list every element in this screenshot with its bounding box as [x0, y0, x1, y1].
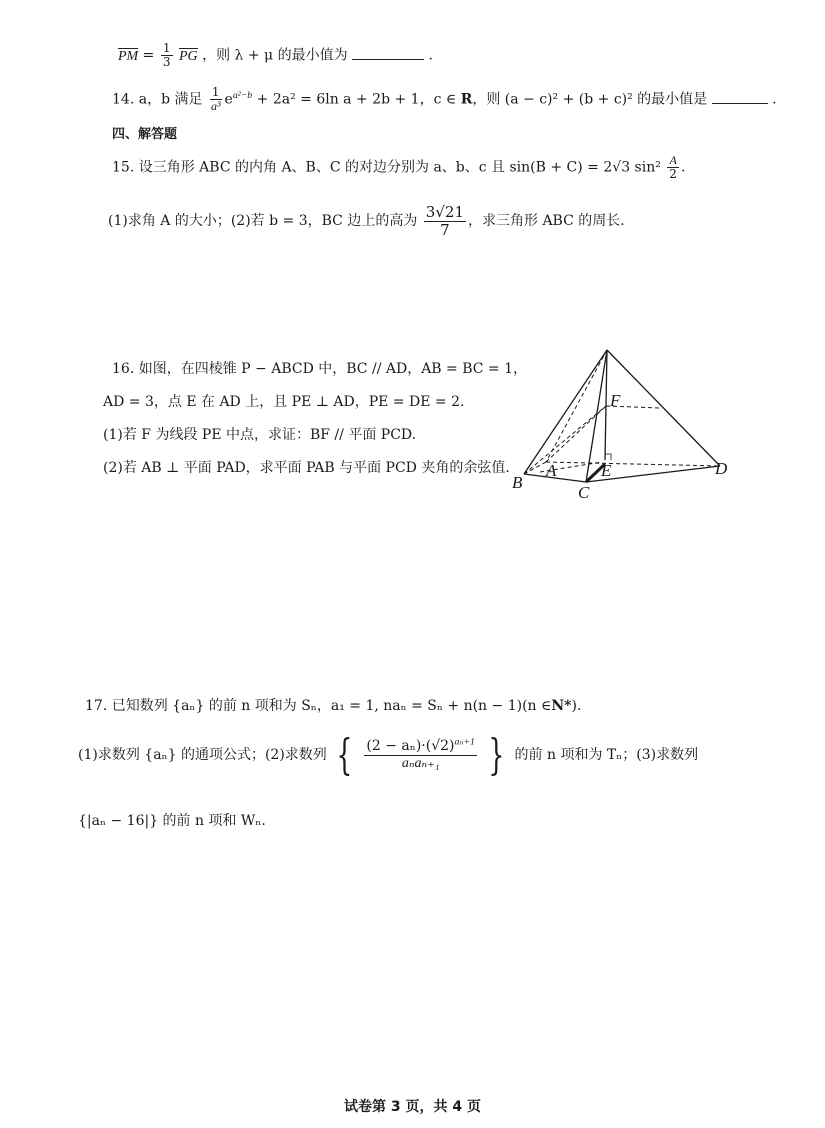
right-angle-mark	[605, 454, 611, 460]
question-number: 15.	[112, 159, 135, 176]
page-footer: 试卷第 3 页，共 4 页	[344, 1099, 481, 1115]
q17-part1: (1)求数列 {aₙ} 的通项公式；(2)求数列	[78, 747, 327, 763]
section-title: 四、解答题	[112, 127, 178, 142]
fraction-one-third	[161, 42, 173, 69]
fraction-one-over-a-cubed	[209, 86, 223, 113]
q13-period: .	[428, 47, 433, 64]
q14-part1: a，b 满足	[138, 91, 203, 108]
fraction-denominator: aₙaₙ₊₁	[401, 755, 440, 771]
q14-part4: ，则 (a − c)² + (b + c)² 的最小值是	[472, 91, 708, 108]
q13-text: ，则 λ + μ 的最小值为	[202, 47, 348, 64]
q15-text: 设三角形 ABC 的内角 A、B、C 的对边分别为 a、b、c 且 sin(B + C) = 2√3 sin²	[138, 159, 661, 176]
q15-sub-part2: ，求三角形 ABC 的周长.	[468, 213, 625, 229]
question-number: 16.	[112, 361, 135, 377]
label-c: C	[578, 483, 590, 502]
vector-pg: PG	[179, 48, 198, 66]
label-f: F	[610, 391, 621, 410]
question-number: 14.	[112, 91, 135, 108]
exp-power: a²−b	[232, 90, 253, 102]
q15-sub-part1: (1)求角 A 的大小；(2)若 b = 3，BC 边上的高为	[108, 213, 418, 229]
left-brace: {	[336, 730, 353, 779]
question-15-subparts	[108, 204, 625, 238]
fraction-denominator: 3	[162, 55, 171, 70]
question-15	[112, 154, 685, 181]
fraction-numerator: 1	[211, 85, 220, 99]
fraction-a-over-2	[667, 154, 679, 181]
fraction-numerator: 1	[162, 41, 171, 55]
edge-ad	[546, 462, 720, 466]
set-reals: R	[460, 91, 473, 108]
question-14	[112, 86, 777, 113]
segment-bf	[524, 406, 606, 474]
q16-line3: (1)若 F 为线段 PE 中点，求证：BF // 平面 PCD.	[103, 427, 417, 443]
q16-line4: (2)若 AB ⊥ 平面 PAD，求平面 PAB 与平面 PCD 夹角的余弦值.	[103, 460, 510, 476]
q17-line2	[78, 730, 699, 779]
fraction-denominator: 7	[440, 220, 450, 239]
fraction-numerator	[364, 736, 476, 755]
q16-text-1: 如图，在四棱锥 P − ABCD 中，BC // AD，AB = BC = 1，	[138, 361, 528, 377]
exp-base: e	[224, 91, 233, 108]
answer-blank-14	[712, 102, 768, 104]
question-number: 17.	[85, 698, 108, 714]
fraction-denominator: a³	[210, 99, 221, 114]
fraction-numerator: 3√21	[425, 203, 464, 221]
q15-period: .	[680, 159, 686, 176]
pyramid-figure	[510, 342, 740, 502]
label-a: A	[546, 461, 557, 480]
label-d: D	[715, 459, 728, 478]
q14-period: .	[772, 91, 777, 108]
edge-pb	[524, 350, 607, 474]
q17-text-1a: 已知数列 {aₙ} 的前 n 项和为 Sₙ，a₁ = 1, naₙ = Sₙ + n(n − 1)(n ∈	[111, 698, 552, 714]
q17-text-1b: ).	[571, 698, 582, 714]
equals-sign: =	[142, 47, 155, 64]
q16-line1	[112, 360, 527, 378]
q13-tail	[118, 42, 433, 69]
fraction-height	[424, 204, 466, 238]
q17-line1	[85, 697, 581, 715]
numerator-text: (2 − aₙ)·(√2)	[366, 738, 455, 755]
fraction-numerator: A	[669, 153, 677, 167]
q14-part3: + 2a² = 6ln a + 2b + 1，c ∈	[256, 91, 457, 108]
label-b: B	[512, 473, 523, 492]
q17-line3: {|aₙ − 16|} 的前 n 项和 Wₙ.	[78, 813, 266, 829]
segment-pe	[605, 350, 607, 460]
right-brace: }	[488, 730, 505, 779]
q16-line2: AD = 3，点 E 在 AD 上，且 PE ⊥ AD，PE = DE = 2.	[103, 394, 465, 410]
numerator-exponent: aₙ+1	[454, 736, 475, 748]
q17-part2: 的前 n 项和为 Tₙ；(3)求数列	[514, 747, 699, 763]
fraction-denominator: 2	[669, 167, 677, 182]
fraction-sequence-term	[364, 736, 476, 771]
set-naturals: N*	[551, 698, 572, 714]
label-e: E	[601, 461, 612, 480]
vector-pm: PM	[118, 48, 138, 66]
edge-pd	[607, 350, 720, 466]
answer-blank-13	[352, 58, 424, 60]
